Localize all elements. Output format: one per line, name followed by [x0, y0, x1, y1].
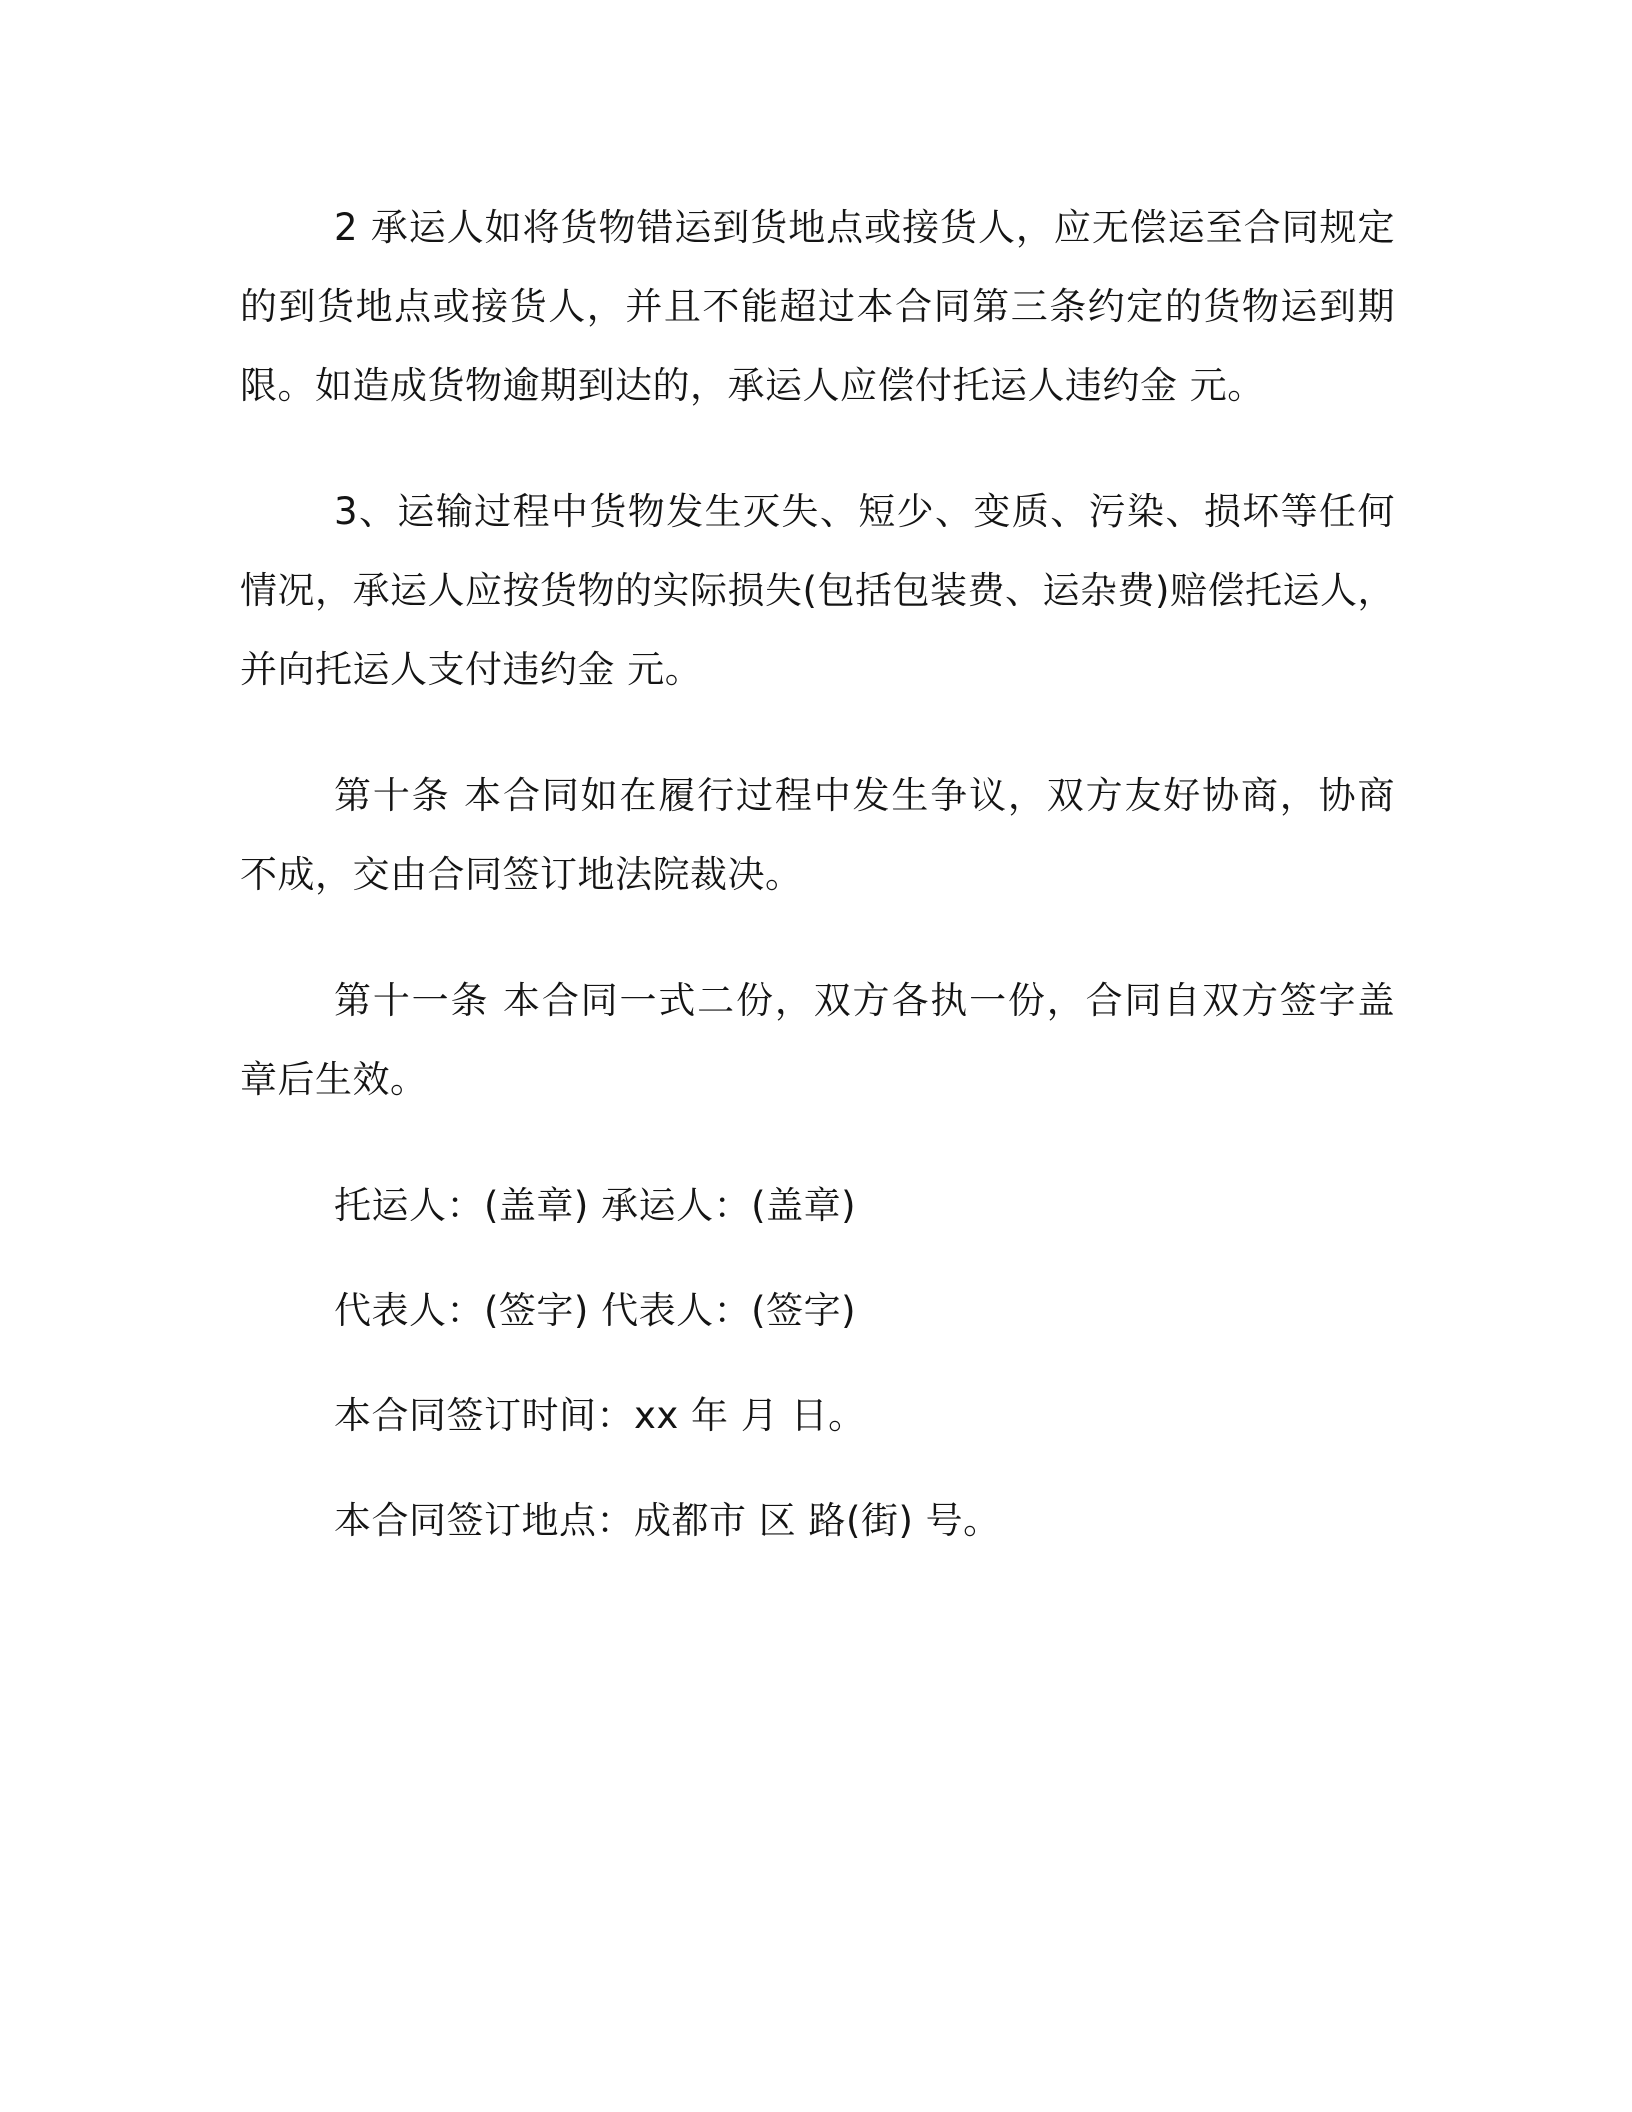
paragraph-article-10: 第十条 本合同如在履行过程中发生争议，双方友好协商，协商不成，交由合同签订地法院裁决。	[240, 774, 1395, 896]
document-body	[240, 188, 1395, 1586]
signature-seal-line: 托运人：(盖章) 承运人：(盖章)	[334, 1184, 857, 1227]
signing-date-line: 本合同签订时间：xx 年 月 日。	[334, 1394, 866, 1437]
paragraph-clause-2: 2 承运人如将货物错运到货地点或接货人，应无偿运至合同规定的到货地点或接货人，并且不能超过本合同第三条约定的货物运到期限。如造成货物逾期到达的，承运人应偿付托运人违约金 元。	[240, 206, 1395, 407]
paragraph-article-11: 第十一条 本合同一式二份，双方各执一份，合同自双方签字盖章后生效。	[240, 979, 1395, 1101]
paragraph-clause-3: 3、运输过程中货物发生灭失、短少、变质、污染、损坏等任何情况，承运人应按货物的实际损失(包括包装费、运杂费)赔偿托运人，并向托运人支付违约金 元。	[240, 490, 1395, 691]
signature-representative-line: 代表人：(签字) 代表人：(签字)	[334, 1289, 857, 1332]
signing-place-line: 本合同签订地点：成都市 区 路(街) 号。	[334, 1499, 1001, 1542]
